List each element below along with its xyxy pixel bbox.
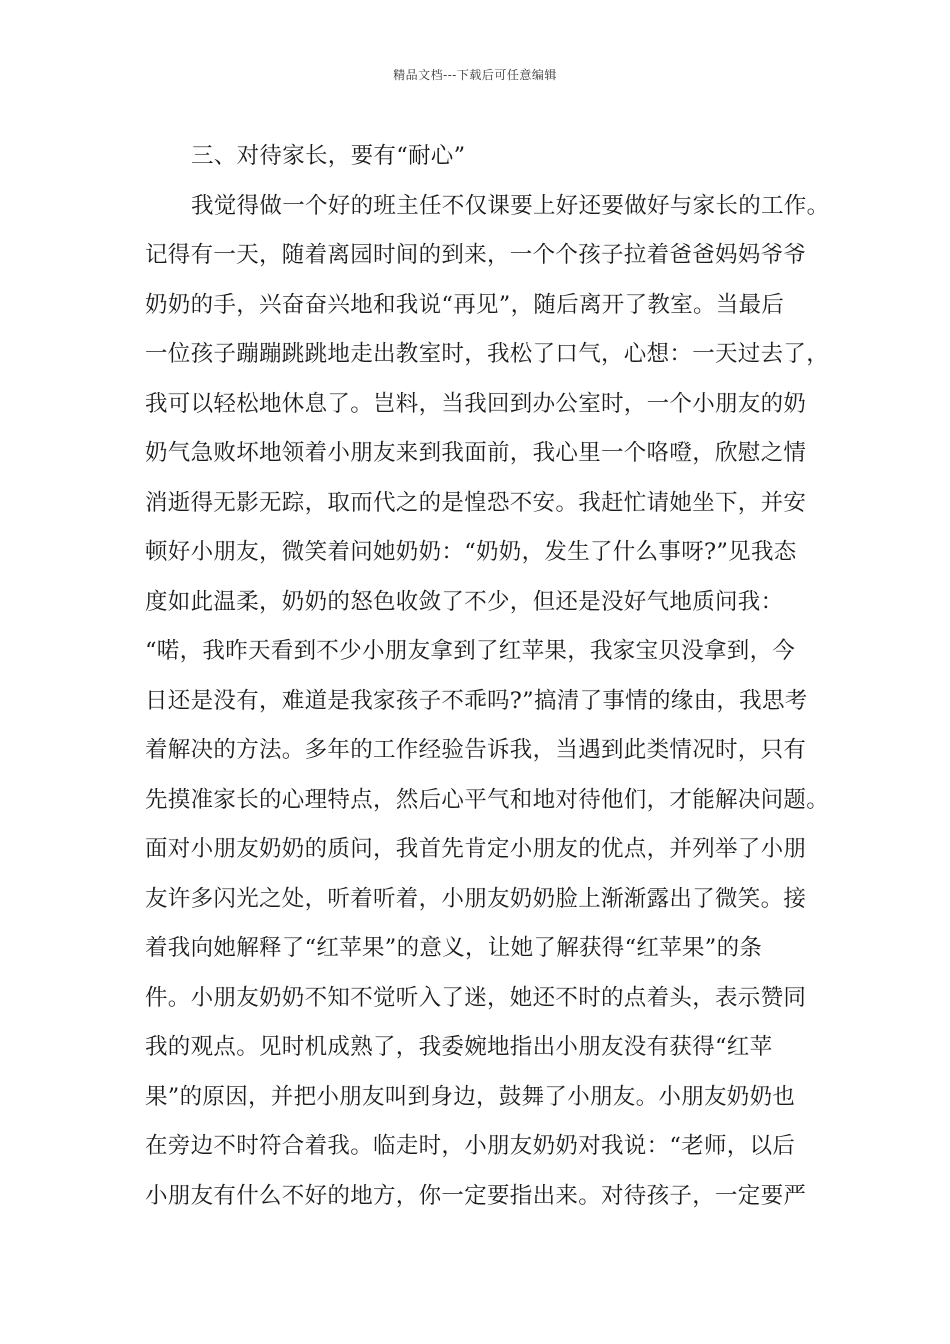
paragraph-line: 奶气急败坏地领着小朋友来到我面前，我心里一个咯噔，欣慰之情: [145, 440, 807, 466]
paragraph-line: 着解决的方法。多年的工作经验告诉我，当遇到此类情况时，只有: [145, 737, 807, 763]
paragraph-line: 奶奶的手，兴奋奋兴地和我说“再见”，随后离开了教室。当最后: [145, 291, 785, 318]
paragraph-line: 顿好小朋友，微笑着问她奶奶：“奶奶，发生了什么事呀?”见我态: [145, 539, 797, 565]
paragraph-line: 件。小朋友奶奶不知不觉听入了迷，她还不时的点着头，表示赞同: [145, 984, 807, 1011]
paragraph-line: 果”的原因，并把小朋友叫到身边，鼓舞了小朋友。小朋友奶奶也: [145, 1083, 796, 1110]
paragraph-line: 我的观点。见时机成熟了，我委婉地指出小朋友没有获得“红苹: [145, 1034, 773, 1060]
paragraph-line: 面对小朋友奶奶的质问，我首先肯定小朋友的优点，并列举了小朋: [145, 836, 807, 862]
paragraph-line: 在旁边不时符合着我。临走时，小朋友奶奶对我说：“老师，以后: [145, 1133, 796, 1159]
paragraph-line: 一位孩子蹦蹦跳跳地走出教室时，我松了口气，心想：一天过去了，: [145, 341, 830, 367]
paragraph-line: 记得有一天，随着离园时间的到来，一个个孩子拉着爸爸妈妈爷爷: [145, 242, 807, 268]
paragraph-line: 着我向她解释了“红苹果”的意义，让她了解获得“红苹果”的条: [145, 935, 763, 961]
paragraph-line: 日还是没有，难道是我家孩子不乖吗?”搞清了事情的缘由，我思考: [145, 687, 808, 714]
paragraph-line: 我觉得做一个好的班主任不仅课要上好还要做好与家长的工作。: [191, 192, 830, 219]
section-heading: 三、对待家长，要有“耐心”: [191, 143, 466, 169]
paragraph-line: 先摸准家长的心理特点，然后心平气和地对待他们，才能解决问题。: [145, 786, 830, 813]
paragraph-line: 我可以轻松地休息了。岂料，当我回到办公室时，一个小朋友的奶: [145, 390, 807, 417]
paragraph-line: 消逝得无影无踪，取而代之的是惶恐不安。我赶忙请她坐下，并安: [145, 489, 807, 516]
paragraph-line: “喏，我昨天看到不少小朋友拿到了红苹果，我家宝贝没拿到，今: [145, 638, 796, 664]
paragraph-line: 度如此温柔，奶奶的怒色收敛了不少，但还是没好气地质问我：: [145, 588, 784, 615]
paragraph-line: 小朋友有什么不好的地方，你一定要指出来。对待孩子，一定要严: [145, 1182, 807, 1209]
page-header: 精品文档---下载后可任意编辑: [393, 68, 557, 82]
document-body: [145, 132, 830, 1221]
paragraph-line: 友许多闪光之处，听着听着，小朋友奶奶脸上渐渐露出了微笑。接: [145, 885, 807, 912]
